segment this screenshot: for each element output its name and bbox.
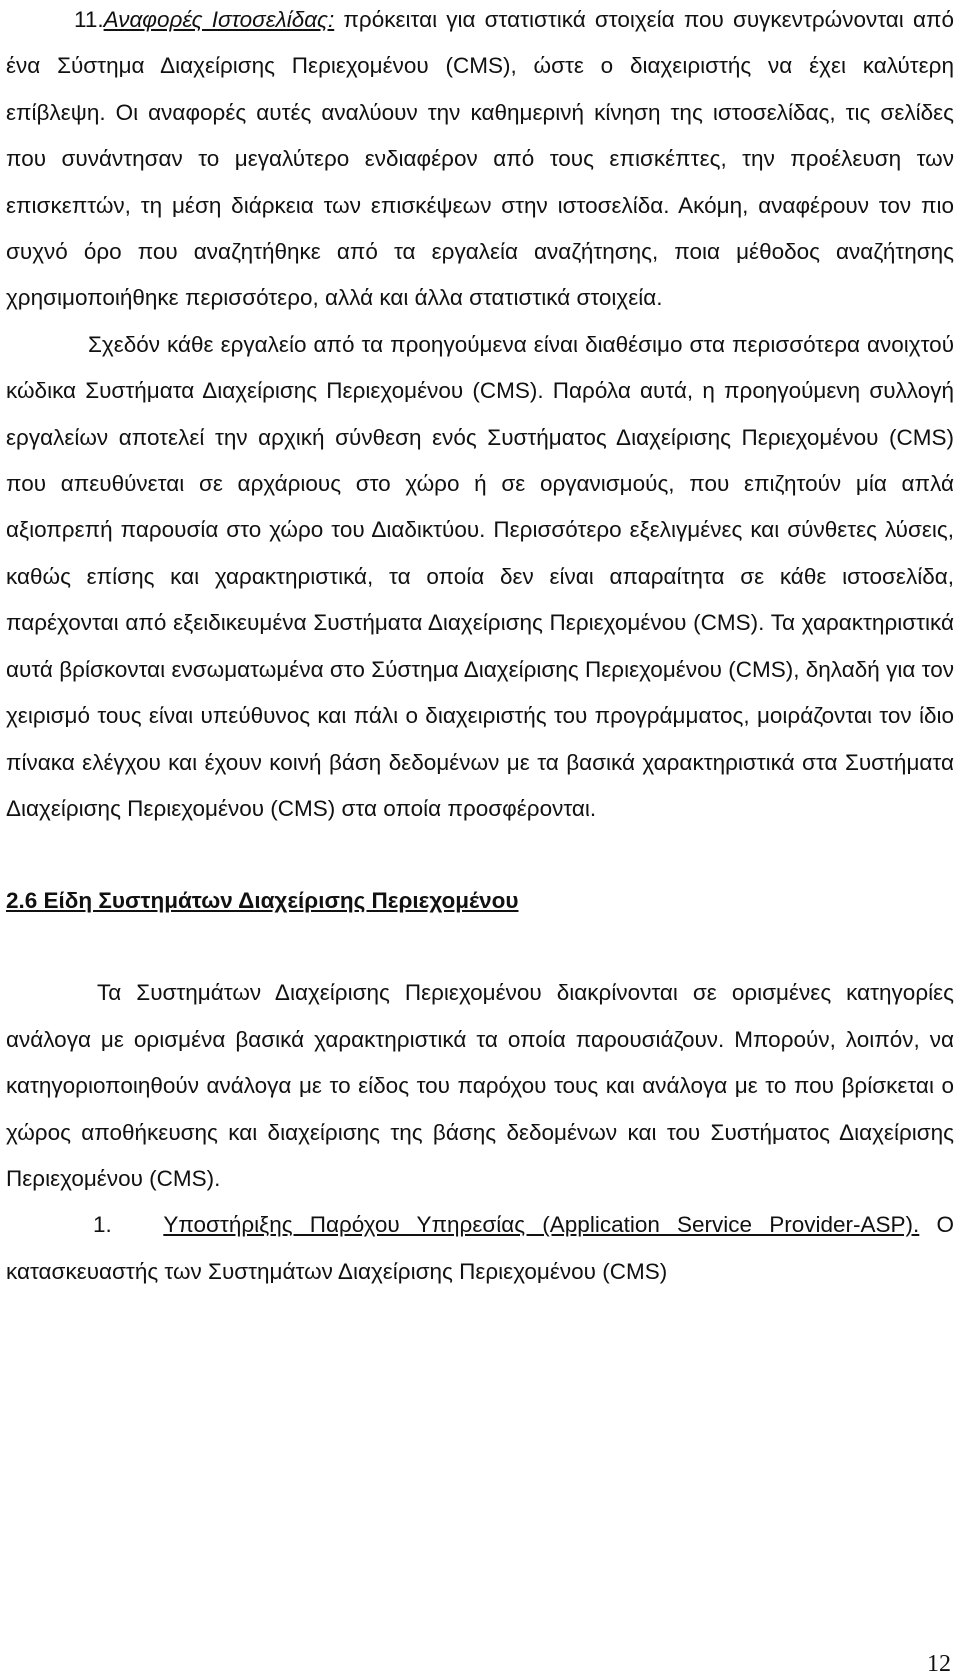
page-number: 12 [927, 1651, 951, 1677]
item-11-number: 11. [74, 7, 104, 32]
section-heading [6, 878, 954, 924]
paragraph-2: Σχεδόν κάθε εργαλείο από τα προηγούμενα είναι διαθέσιμο στα περισσότερα ανοιχτού κώδικα Συστήματα Διαχείρισης Περιεχομένου (CMS). Παρόλα αυτά, η προηγούμενη συλλογή εργαλείων αποτελεί την αρχική σύνθεση ενός Συστήματος Διαχείρισης Περιεχομένου (CMS) που απευθύνεται σε αρχάριους στο χώρο ή σε οργανισμούς, που επιζητούν μία απλά αξιοπρεπή παρουσία στο χώρο του Διαδικτύου. Περισσότερο εξελιγμένες και σύνθετες λύσεις, καθώς επίσης και χαρακτηριστικά, τα οποία δεν είναι απαραίτητα σε κάθε ιστοσελίδα, παρέχονται από εξειδικευμένα Συστήματα Διαχείρισης Περιεχομένου (CMS). Τα χαρακτηριστικά αυτά βρίσκονται ενσωματωμένα στο Σύστημα Διαχείρισης Περιεχομένου (CMS), δηλαδή για τον χειρισμό τους είναι υπεύθυνος και πάλι ο διαχειριστής του προγράμματος, μοιράζονται τον ίδιο πίνακα ελέγχου και έχουν κοινή βάση δεδομένων με τα βασικά χαρακτηριστικά στα Συστήματα Διαχείρισης Περιεχομένου (CMS) στα οποία προσφέρονται. [6, 331, 954, 821]
list-item-1-number: 1. [93, 1212, 112, 1238]
item-11-title: Αναφορές Ιστοσελίδας: [103, 7, 335, 32]
page-content [6, 0, 954, 1295]
list-item-1-title: Υποστήριξης Παρόχου Υπηρεσίας (Application Service Provider-ASP). [163, 1212, 920, 1238]
paragraph-3: Τα Συστημάτων Διαχείρισης Περιεχομένου διακρίνονται σε ορισμένες κατηγορίες ανάλογα με ορισμένα βασικά χαρακτηριστικά τα οποία παρουσιάζουν. Μπορούν, λοιπόν, να κατηγοριοποιηθούν ανάλογα με το είδος του παρόχου τους και ανάλογα με το που βρίσκεται ο χώρος αποθήκευσης και διαχείρισης της βάσης δεδομένων και του Συστήματος Διαχείρισης Περιεχομένου (CMS). [6, 980, 954, 1191]
paragraph-item-11 [6, 0, 954, 322]
list-item-1-text: Ο κατασκευαστής των Συστημάτων Διαχείρισης Περιεχομένου (CMS) [6, 1212, 954, 1284]
section-heading-text: 2.6 Είδη Συστημάτων Διαχείρισης Περιεχομένου [6, 888, 519, 914]
list-item-1 [6, 1202, 954, 1295]
item-11-text: πρόκειται για στατιστικά στοιχεία που συγκεντρώνονται από ένα Σύστημα Διαχείρισης Περιεχομένου (CMS), ώστε ο διαχειριστής να έχει καλύτερη επίβλεψη. Οι αναφορές αυτές αναλύουν την καθημερινή κίνηση της ιστοσελίδας, τις σελίδες που συνάντησαν το μεγαλύτερο ενδιαφέρον από τους επισκέπτες, την προέλευση των επισκεπτών, τη μέση διάρκεια των επισκέψεων στην ιστοσελίδα. Ακόμη, αναφέρουν τον πιο συχνό όρο που αναζητήθηκε από τα εργαλεία αναζήτησης, ποια μέθοδος αναζήτησης χρησιμοποιήθηκε περισσότερο, αλλά και άλλα στατιστικά στοιχεία. [6, 7, 954, 311]
